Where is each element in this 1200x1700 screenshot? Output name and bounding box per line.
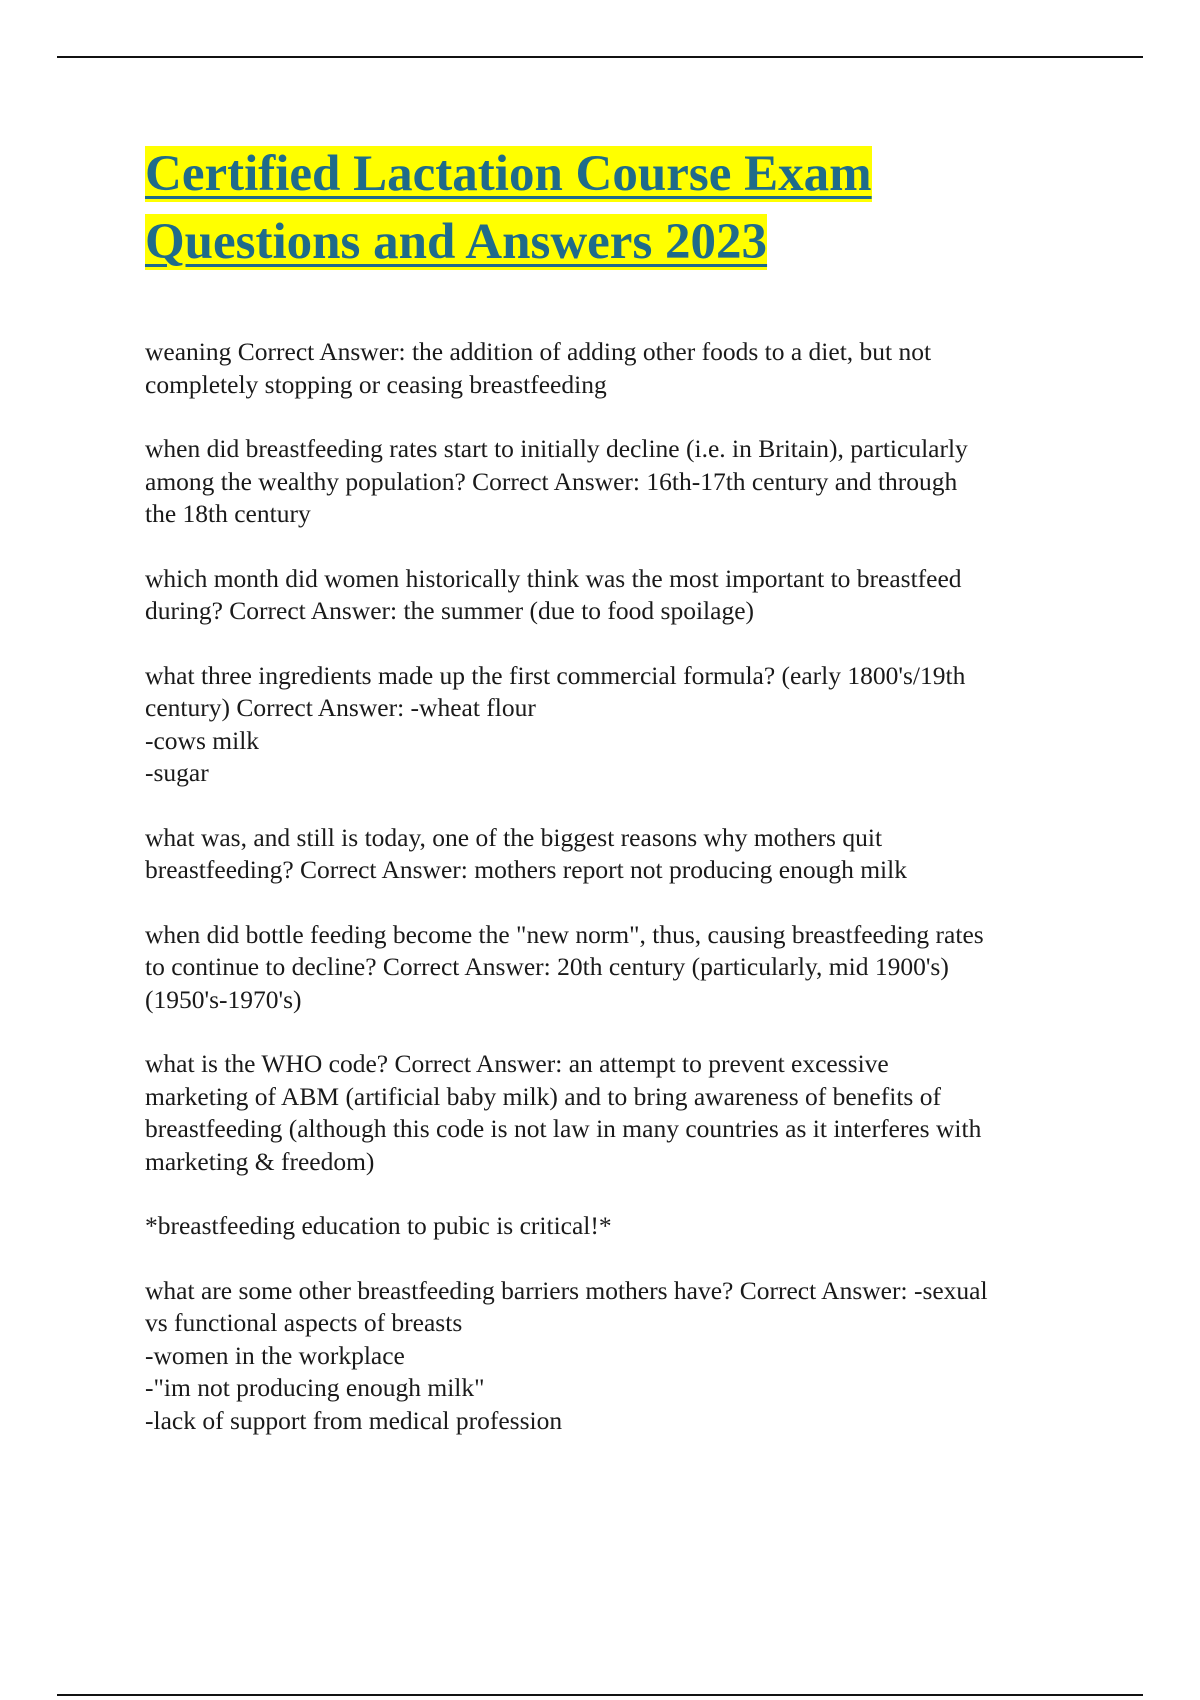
- qa-line: what three ingredients made up the first commercial formula? (early 1800's/19th: [145, 660, 966, 690]
- title-line-2: Questions and Answers 2023: [145, 214, 768, 270]
- qa-line: vs functional aspects of breasts: [145, 1308, 463, 1337]
- qa-line: century) Correct Answer: -wheat flour: [145, 693, 536, 722]
- document-title: [145, 140, 1105, 276]
- qa-line: marketing of ABM (artificial baby milk) and to bring awareness of benefits of: [145, 1081, 941, 1111]
- qa-entry: [145, 919, 1105, 1017]
- qa-line: -lack of support from medical profession: [145, 1405, 563, 1435]
- qa-line: weaning Correct Answer: the addition of adding other foods to a diet, but not: [145, 337, 932, 366]
- qa-line: completely stopping or ceasing breastfeeding: [145, 369, 607, 399]
- qa-line: -women in the workplace: [145, 1340, 405, 1370]
- qa-entry: [145, 563, 1105, 628]
- qa-line: -sugar: [145, 758, 209, 787]
- qa-line: which month did women historically think was the most important to breastfeed: [145, 563, 962, 593]
- qa-list: [145, 336, 1105, 1437]
- qa-line: -"im not producing enough milk": [145, 1373, 485, 1402]
- qa-line: (1950's-1970's): [145, 984, 302, 1014]
- top-divider: [57, 56, 1143, 58]
- qa-line: *breastfeeding education to pubic is critical!*: [145, 1211, 612, 1240]
- qa-line: among the wealthy population? Correct Answer: 16th-17th century and through: [145, 466, 958, 496]
- qa-line: the 18th century: [145, 499, 311, 528]
- document-body: [145, 140, 1105, 1469]
- qa-line: when did breastfeeding rates start to initially decline (i.e. in Britain), particularly: [145, 434, 968, 463]
- qa-entry: [145, 660, 1105, 790]
- qa-line: what was, and still is today, one of the biggest reasons why mothers quit: [145, 822, 883, 852]
- qa-line: to continue to decline? Correct Answer: 20th century (particularly, mid 1900's): [145, 952, 949, 981]
- qa-line: breastfeeding (although this code is not law in many countries as it interferes with: [145, 1114, 982, 1143]
- qa-line: when did bottle feeding become the "new norm", thus, causing breastfeeding rates: [145, 919, 984, 949]
- qa-line: what is the WHO code? Correct Answer: an attempt to prevent excessive: [145, 1049, 889, 1078]
- qa-entry: [145, 1048, 1105, 1178]
- qa-line: during? Correct Answer: the summer (due to food spoilage): [145, 596, 755, 625]
- qa-line: -cows milk: [145, 725, 260, 755]
- qa-entry: [145, 822, 1105, 887]
- qa-entry: [145, 336, 1105, 401]
- qa-entry: [145, 433, 1105, 531]
- qa-entry: [145, 1275, 1105, 1438]
- title-line-1: Certified Lactation Course Exam: [145, 146, 872, 202]
- qa-line: what are some other breastfeeding barriers mothers have? Correct Answer: -sexual: [145, 1275, 988, 1305]
- qa-line: breastfeeding? Correct Answer: mothers report not producing enough milk: [145, 855, 907, 884]
- qa-note: [145, 1210, 1105, 1243]
- bottom-divider: [57, 1694, 1143, 1696]
- qa-line: marketing & freedom): [145, 1146, 375, 1176]
